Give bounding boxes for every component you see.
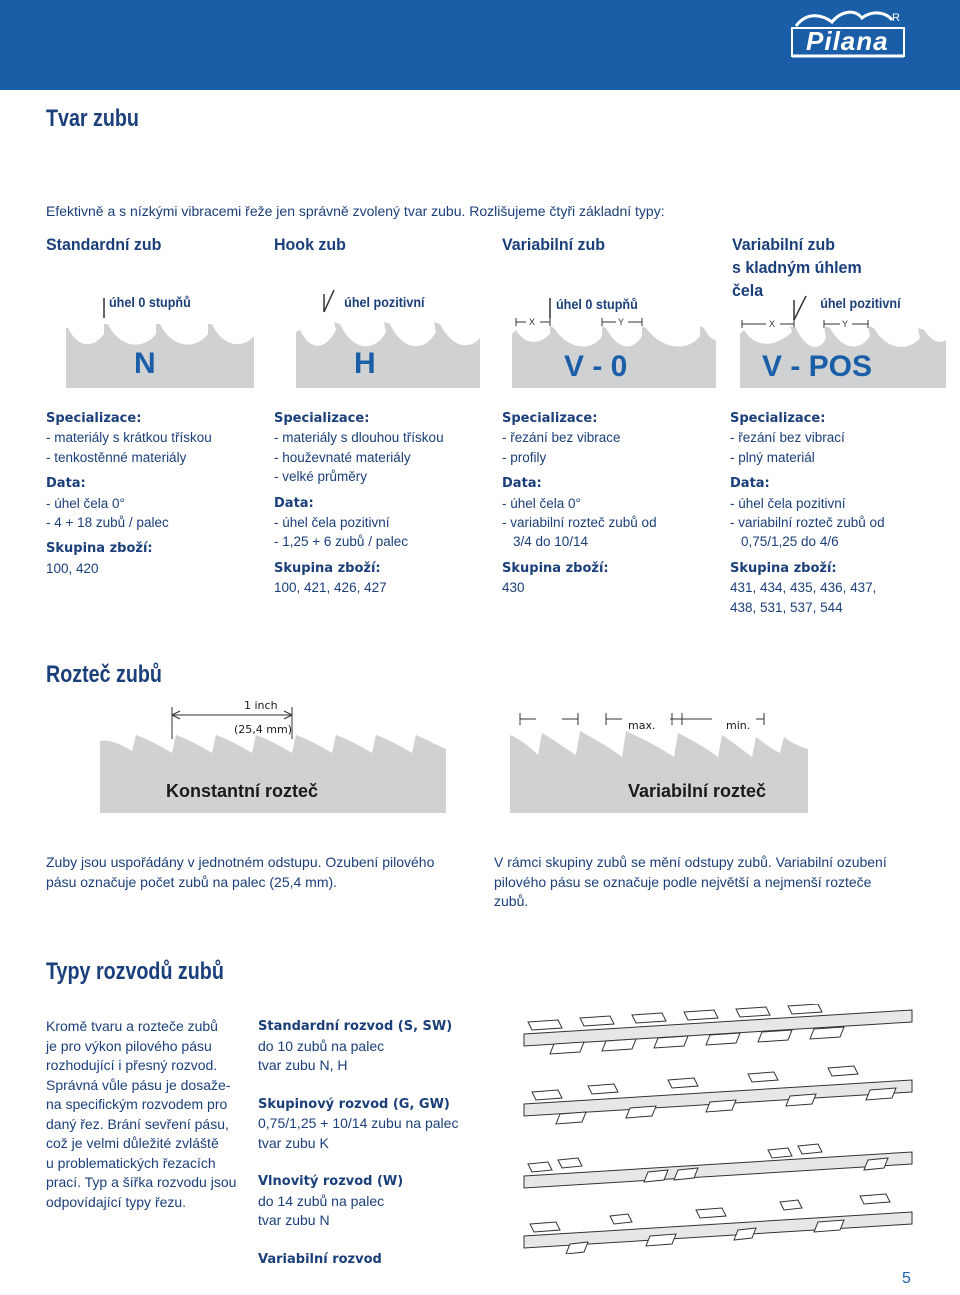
column-title-variable: Variabilní zub <box>502 235 606 254</box>
angle-label: úhel pozitivní <box>820 295 901 312</box>
tooth-diagram-h <box>274 280 502 390</box>
set-types-intro: Kromě tvaru a rozteče zubů je pro výkon pilového pásu rozhodující i přesný rozvod. Správná vůle pásu je dosaže- na specifickým rozvodem pro daný řez. Brání sevření pásu, což je velmi důležité zvláště u problematických řezacích prací. Typ a šířka rozvodu jsou odpovídající typy řezu. <box>46 1018 237 1210</box>
angle-label: úhel pozitivní <box>344 294 425 311</box>
group-set-illustration <box>524 1066 912 1124</box>
spec-column-hook: Specializace: - materiály s dlouhou třískou - houževnaté materiály - velké průměry Data: - úhel čela pozitivní - 1,25 + 6 zubů / palec Skupina zboží: 100, 421, 426, 427 <box>274 411 444 596</box>
x-label: X <box>529 317 536 327</box>
wavy-set-illustration <box>524 1144 912 1188</box>
standard-set-illustration <box>524 1004 912 1054</box>
tooth-code: V - 0 <box>564 350 628 383</box>
set-type-variable: Variabilní rozvod <box>258 1251 382 1267</box>
set-types-list: Standardní rozvod (S, SW) do 10 zubů na palec tvar zubu N, H Skupinový rozvod (G, GW) 0,75/1,25 + 10/14 zubu na palec tvar zubu K Vlnovitý rozvod (W) do 14 zubů na palec tvar zubu N Variabilní rozvod <box>258 1017 508 1269</box>
angle-label: úhel 0 stupňů <box>109 294 191 311</box>
y-label: Y <box>842 319 849 329</box>
variable-set-illustration <box>524 1194 912 1254</box>
y-label: Y <box>618 317 625 327</box>
spec-column-standard: Specializace: - materiály s krátkou třískou - tenkostěnné materiály Data: - úhel čela 0° - 4 + 18 zubů / palec Skupina zboží: 100, 420 <box>46 411 212 576</box>
registered-mark: R <box>892 12 900 24</box>
set-types-diagram <box>518 1004 918 1254</box>
variable-pitch-label: Variabilní rozteč <box>628 781 767 801</box>
intro-text: Efektivně a s nízkými vibracemi řeže jen správně zvolený tvar zubu. Rozlišujeme čtyři základní typy: <box>46 203 665 219</box>
page-number: 5 <box>902 1270 911 1287</box>
set-type-wavy: Vlnovitý rozvod (W) <box>258 1174 404 1189</box>
section-title-set-types: Typy rozvodů zubů <box>46 958 224 985</box>
max-label: max. <box>628 719 656 732</box>
inch-label: 1 inch <box>244 699 278 712</box>
section-title-tooth-pitch: Rozteč zubů <box>46 661 162 688</box>
set-type-group: Skupinový rozvod (G, GW) <box>258 1096 450 1112</box>
tooth-diagram-v0 <box>502 280 730 390</box>
spec-column-variable: Specializace: - řezání bez vibrace - profily Data: - úhel čela 0° - variabilní rozteč zubů od 3/4 do 10/14 Skupina zboží: 430 <box>502 411 657 596</box>
logo-wordmark: Pilana <box>806 26 889 56</box>
mm-label: (25,4 mm) <box>234 723 293 736</box>
tooth-diagram-n <box>46 280 274 390</box>
pitch-diagram <box>92 695 872 815</box>
constant-pitch-label: Konstantní rozteč <box>166 781 319 801</box>
tooth-code: N <box>134 347 156 380</box>
min-label: min. <box>726 719 751 732</box>
column-title-hook: Hook zub <box>274 235 346 254</box>
tooth-diagram-vpos <box>732 280 960 390</box>
tooth-code: H <box>354 347 376 380</box>
angle-label: úhel 0 stupňů <box>556 296 638 313</box>
variable-pitch-description: V rámci skupiny zubů se mění odstupy zubů. Variabilní ozubení pilového pásu se označuje podle největší a nejmenší rozteče zubů. <box>494 854 887 909</box>
x-label: X <box>769 319 776 329</box>
set-type-standard: Standardní rozvod (S, SW) <box>258 1019 453 1034</box>
spec-column-variable-positive: Specializace: - řezání bez vibrací - plný materiál Data: - úhel čela pozitivní - variabilní rozteč zubů od 0,75/1,25 do 4/6 Skupina zboží: 431, 434, 435, 436, 437, 438, 531, 537, 544 <box>730 411 885 615</box>
section-title-tooth-shape: Tvar zubu <box>46 105 139 132</box>
constant-pitch-description: Zuby jsou uspořádány v jednotném odstupu. Ozubení pilového pásu označuje počet zubů na palec (25,4 mm). <box>46 854 435 890</box>
column-title-variable-positive: Variabilní zub s kladným úhlem čela <box>732 235 862 300</box>
column-title-standard: Standardní zub <box>46 235 162 254</box>
tooth-code: V - POS <box>762 350 873 383</box>
